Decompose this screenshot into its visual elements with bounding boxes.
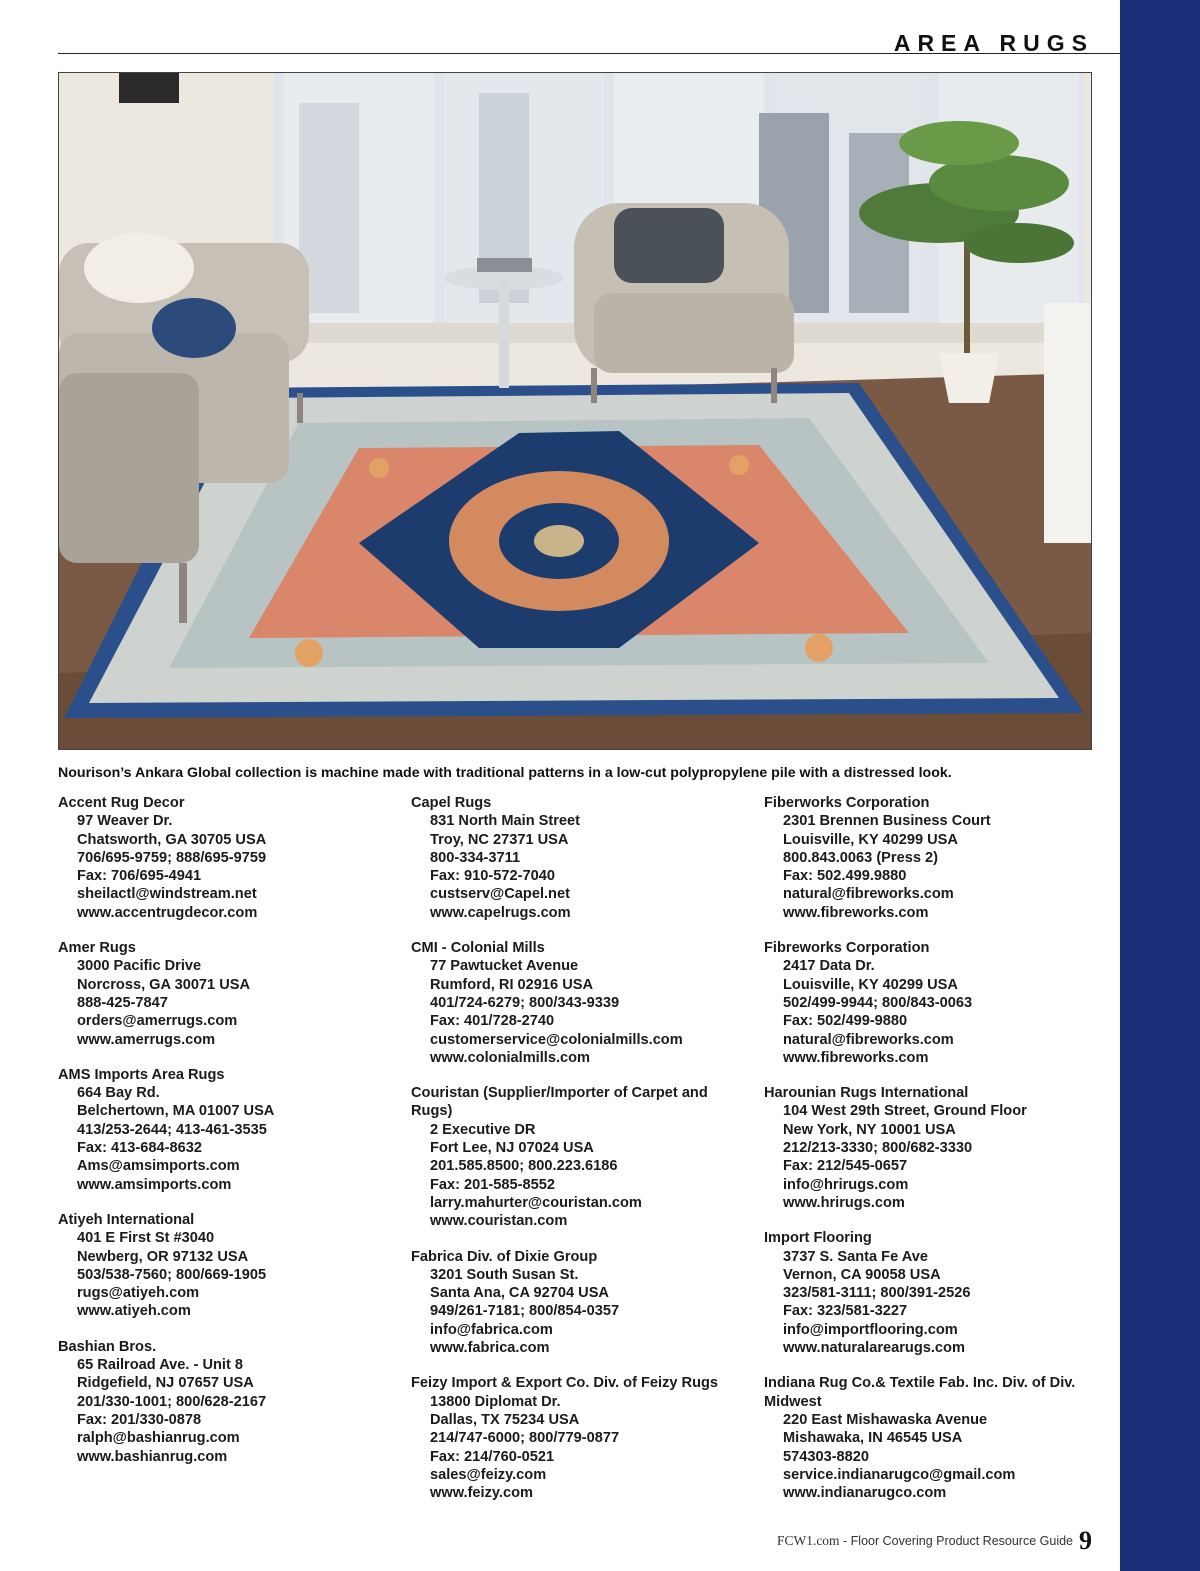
city-line: Louisville, KY 40299 USA [783,831,958,848]
address-line: 97 Weaver Dr. [77,813,173,830]
company-entry [58,1066,398,1194]
photo-caption: Nourison’s Ankara Global collection is machine made with traditional patterns in a low-cut polypropylene pile with a distressed look. [58,765,952,781]
fax-line: Fax: 214/760-0521 [430,1448,555,1465]
footer-site: FCW1.com [776,1533,840,1548]
city-line: Mishawaka, IN 46545 USA [783,1430,963,1447]
page-number: 9 [1079,1526,1092,1555]
company-name: Fabrica Div. of Dixie Group [411,1248,598,1265]
company-name: Import Flooring [764,1230,872,1247]
directory-column-3 [764,794,1094,1519]
email-line: custserv@Capel.net [430,886,570,903]
website-line: www.colonialmills.com [430,1049,591,1066]
company-name: Feizy Import & Export Co. Div. of Feizy Rugs [411,1375,719,1392]
address-line: 104 West 29th Street, Ground Floor [783,1103,1027,1120]
company-entry [58,939,398,1049]
email-line: service.indianarugco@gmail.com [783,1466,1016,1483]
address-line: 220 East Mishawaska Avenue [783,1411,988,1428]
company-entry [411,1248,751,1358]
company-name: AMS Imports Area Rugs [58,1066,225,1083]
email-line: sales@feizy.com [430,1466,547,1483]
phone-line: 800-334-3711 [430,849,521,866]
phone-line: 323/581-3111; 800/391-2526 [783,1285,971,1302]
address-line: 3201 South Susan St. [430,1266,579,1283]
footer-separator: - [839,1534,851,1548]
website-line: www.hrirugs.com [783,1194,905,1211]
phone-line: 800.843.0063 (Press 2) [783,849,938,866]
company-name: Amer Rugs [58,940,136,957]
fax-line: Fax: 706/695-4941 [77,868,202,885]
fax-line: Fax: 323/581-3227 [783,1303,908,1320]
company-entry [411,794,751,922]
website-line: www.fibreworks.com [783,904,929,921]
fax-line: Fax: 212/545-0657 [783,1158,908,1175]
website-line: www.atiyeh.com [77,1303,191,1320]
fax-line: Fax: 502.499.9880 [783,868,907,885]
address-line: 13800 Diplomat Dr. [430,1393,561,1410]
email-line: larry.mahurter@couristan.com [430,1194,642,1211]
website-line: www.amerrugs.com [77,1031,216,1048]
address-line: 831 North Main Street [430,813,581,830]
website-line: www.feizy.com [430,1485,533,1502]
email-line: Ams@amsimports.com [77,1158,240,1175]
company-entry [764,1229,1094,1357]
page-footer [777,1526,1092,1556]
address-line: 401 E First St #3040 [77,1230,215,1247]
website-line: www.capelrugs.com [430,904,571,921]
company-entry [58,1211,398,1321]
city-line: Norcross, GA 30071 USA [77,976,251,993]
directory-column-1 [58,794,398,1483]
company-entry [411,1374,751,1502]
company-name: Bashian Bros. [58,1338,157,1355]
phone-line: 214/747-6000; 800/779-0877 [430,1430,620,1447]
email-line: sheilactl@windstream.net [77,886,257,903]
phone-line: 574303-8820 [783,1448,870,1465]
fax-line: Fax: 502/499-9880 [783,1013,908,1030]
address-line: 664 Bay Rd. [77,1085,160,1102]
company-entry [411,1084,751,1230]
phone-line: 888-425-7847 [77,994,168,1011]
company-entry [764,1374,1094,1502]
city-line: Belchertown, MA 01007 USA [77,1103,275,1120]
sidebar-color-band [1120,0,1200,1571]
fax-line: Fax: 201-585-8552 [430,1176,555,1193]
city-line: New York, NY 10001 USA [783,1121,956,1138]
city-line: Ridgefield, NJ 07657 USA [77,1375,254,1392]
company-entry [764,794,1094,922]
city-line: Santa Ana, CA 92704 USA [430,1285,609,1302]
phone-line: 413/253-2644; 413-461-3535 [77,1121,267,1138]
fax-line: Fax: 401/728-2740 [430,1013,555,1030]
email-line: rugs@atiyeh.com [77,1285,200,1302]
phone-line: 706/695-9759; 888/695-9759 [77,849,267,866]
company-name: Fiberworks Corporation [764,795,930,811]
website-line: www.fabrica.com [430,1340,550,1357]
company-name: Accent Rug Decor [58,795,185,811]
website-line: www.couristan.com [430,1213,568,1230]
city-line: Louisville, KY 40299 USA [783,976,958,993]
city-line: Chatsworth, GA 30705 USA [77,831,267,848]
city-line: Newberg, OR 97132 USA [77,1248,249,1265]
company-entry [764,939,1094,1067]
address-line: 3000 Pacific Drive [77,958,202,975]
address-line: 65 Railroad Ave. - Unit 8 [77,1357,243,1374]
website-line: www.bashianrug.com [77,1448,228,1465]
footer-guide-title: Floor Covering Product Resource Guide [850,1534,1073,1548]
phone-line: 949/261-7181; 800/854-0357 [430,1303,620,1320]
company-name: Indiana Rug Co.& Textile Fab. Inc. Div. of Div. Midwest [764,1375,1076,1410]
website-line: www.fibreworks.com [783,1049,929,1066]
city-line: Vernon, CA 90058 USA [783,1266,941,1283]
address-line: 2 Executive DR [430,1121,536,1138]
directory-column-2 [411,794,751,1519]
city-line: Rumford, RI 02916 USA [430,976,594,993]
phone-line: 502/499-9944; 800/843-0063 [783,994,973,1011]
address-line: 3737 S. Santa Fe Ave [783,1248,928,1265]
company-entry [58,794,398,922]
fax-line: Fax: 413-684-8632 [77,1140,202,1157]
company-name: CMI - Colonial Mills [411,940,545,957]
email-line: info@fabrica.com [430,1321,553,1338]
phone-line: 503/538-7560; 800/669-1905 [77,1266,267,1283]
phone-line: 201.585.8500; 800.223.6186 [430,1158,618,1175]
email-line: orders@amerrugs.com [77,1013,238,1030]
address-line: 2417 Data Dr. [783,958,875,975]
website-line: www.naturalarearugs.com [783,1340,965,1357]
phone-line: 401/724-6279; 800/343-9339 [430,994,620,1011]
section-title: AREA RUGS [893,30,1094,56]
company-entry [411,939,751,1067]
phone-line: 201/330-1001; 800/628-2167 [77,1393,267,1410]
email-line: info@importflooring.com [783,1321,958,1338]
address-line: 77 Pawtucket Avenue [430,958,579,975]
city-line: Dallas, TX 75234 USA [430,1411,580,1428]
email-line: info@hrirugs.com [783,1176,909,1193]
city-line: Troy, NC 27371 USA [430,831,569,848]
company-name: Capel Rugs [411,795,492,811]
company-entry [58,1338,398,1466]
website-line: www.indianarugco.com [783,1485,947,1502]
rug-photo [58,72,1092,750]
email-line: natural@fibreworks.com [783,1031,954,1048]
company-name: Fibreworks Corporation [764,940,930,957]
website-line: www.accentrugdecor.com [77,904,258,921]
company-name: Couristan (Supplier/Importer of Carpet and Rugs) [411,1085,708,1120]
company-name: Harounian Rugs International [764,1085,969,1102]
email-line: customerservice@colonialmills.com [430,1031,683,1048]
email-line: ralph@bashianrug.com [77,1430,240,1447]
city-line: Fort Lee, NJ 07024 USA [430,1140,594,1157]
website-line: www.amsimports.com [77,1176,232,1193]
fax-line: Fax: 201/330-0878 [77,1411,202,1428]
phone-line: 212/213-3330; 800/682-3330 [783,1140,973,1157]
address-line: 2301 Brennen Business Court [783,813,991,830]
company-name: Atiyeh International [58,1211,195,1228]
company-entry [764,1084,1094,1212]
fax-line: Fax: 910-572-7040 [430,868,555,885]
email-line: natural@fibreworks.com [783,886,954,903]
